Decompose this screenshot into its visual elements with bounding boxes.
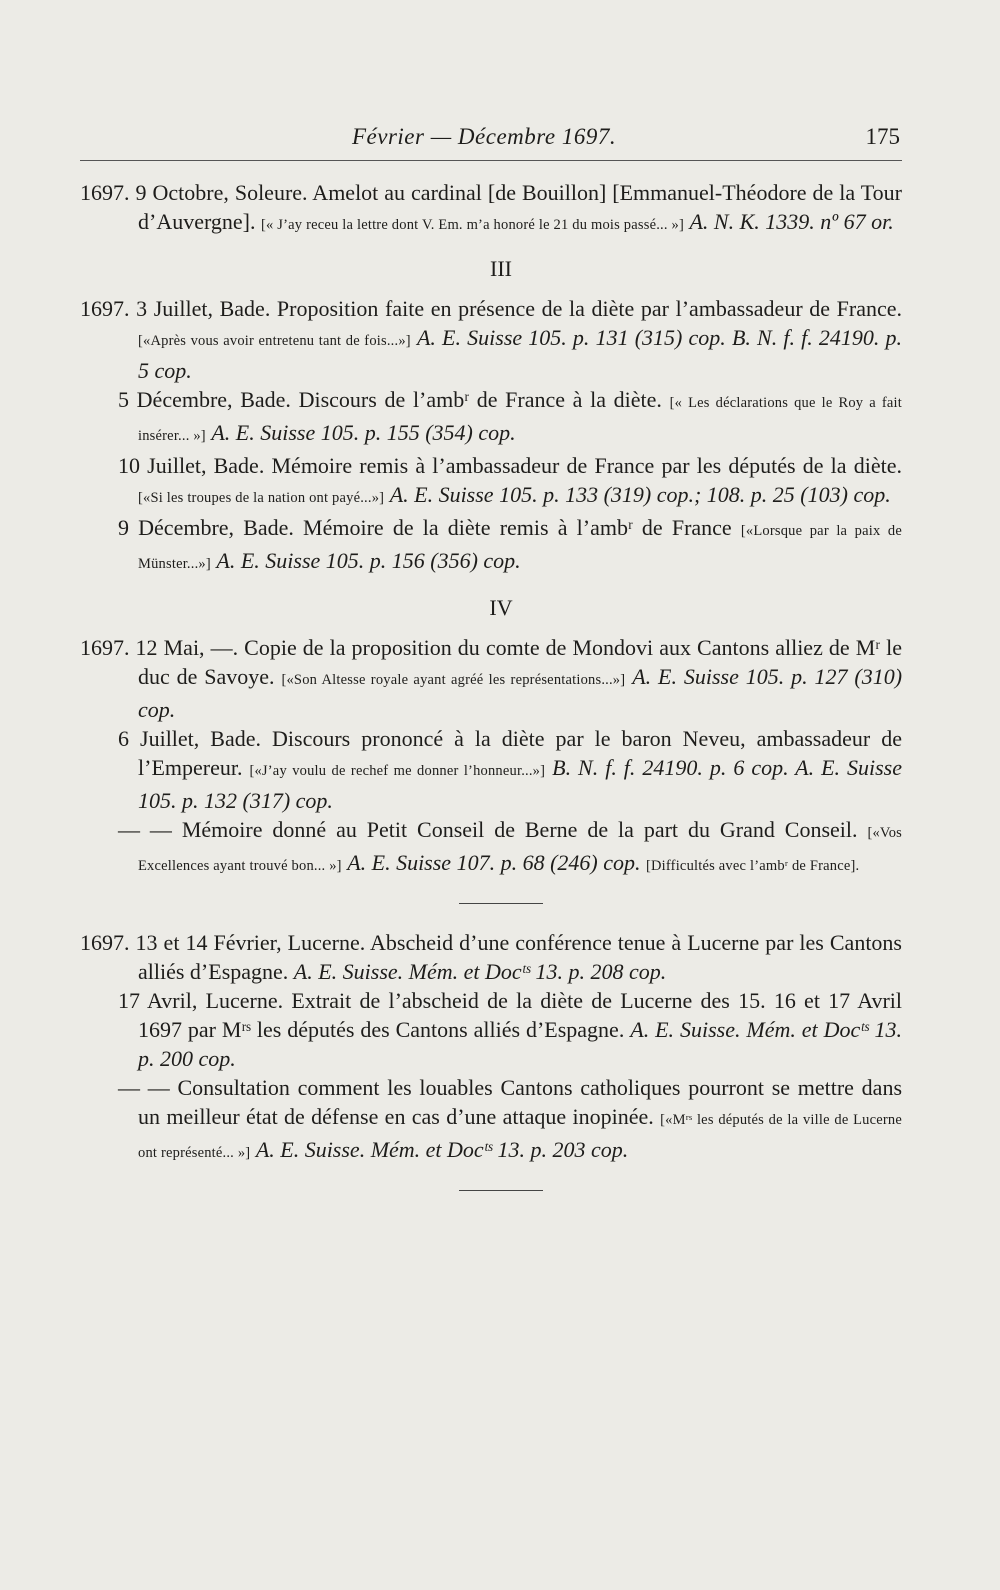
entry [80, 385, 902, 451]
entry-reference: A. E. Suisse 107. p. 68 (246) cop. [347, 850, 641, 875]
section-heading-iii: III [490, 256, 512, 281]
header-rule [80, 160, 902, 161]
running-head [340, 124, 900, 158]
entry [80, 815, 902, 881]
entry-quote: [«Son Altesse royale ayant agréé les représentations...»] [281, 672, 626, 688]
entry-quote: [«Lorsque par la paix de Münster...»] [138, 523, 903, 572]
entry-reference: A. E. Suisse 105. p. 131 (315) cop. B. N. f. f. 24190. p. 5 cop. [138, 325, 903, 383]
entry-reference: A. E. Suisse 105. p. 127 (310) cop. [138, 664, 903, 722]
entry-reference: A. N. K. 1339. nº 67 or. [689, 209, 894, 234]
entry-quote: [« J’ay receu la lettre dont V. Em. m’a honoré le 21 du mois passé... »] [261, 217, 684, 233]
entry-text: 1697. 9 Octobre, Soleure. Amelot au cardinal [de Bouillon] [Emmanuel-Théodore de la Tour d’Auvergne]. [80, 180, 902, 234]
section-separator [459, 903, 543, 904]
entry-reference: A. E. Suisse. Mém. et Docᵗˢ 13. p. 200 cop. [138, 1017, 902, 1071]
entry [80, 178, 902, 240]
entry-text: 9 Décembre, Bade. Mémoire de la diète remis à l’ambʳ de France [118, 515, 732, 540]
entry [80, 1073, 902, 1168]
entry-text: — — Mémoire donné au Petit Conseil de Berne de la part du Grand Conseil. [118, 817, 858, 842]
entry-reference: B. N. f. f. 24190. p. 6 cop. A. E. Suisse 105. p. 132 (317) cop. [138, 755, 903, 813]
entry-reference: A. E. Suisse. Mém. et Docᵗˢ 13. p. 208 cop. [293, 959, 667, 984]
entry-text: 1697. 12 Mai, —. Copie de la proposition du comte de Mondovi aux Cantons alliez de Mʳ le duc de Savoye. [80, 635, 902, 689]
entry-text: 6 Juillet, Bade. Discours prononcé à la diète par le baron Neveu, ambassadeur de l’Empereur. [118, 726, 902, 780]
entry-quote: [«Si les troupes de la nation ont payé...»] [138, 490, 385, 506]
entry-reference: A. E. Suisse 105. p. 133 (319) cop.; 108. p. 25 (103) cop. [389, 482, 891, 507]
entry-note: [Difficultés avec l’ambʳ de France]. [645, 858, 860, 874]
entry [80, 451, 902, 513]
entry-text: 1697. 3 Juillet, Bade. Proposition faite en présence de la diète par l’ambassadeur de France. [80, 296, 902, 321]
entry [80, 724, 902, 815]
entry-quote: [«Vos Excellences ayant trouvé bon... »] [138, 825, 903, 874]
entry-text: 5 Décembre, Bade. Discours de l’ambʳ de France à la diète. [118, 387, 662, 412]
entry-quote: [« Les déclarations que le Roy a fait insérer... »] [138, 395, 903, 444]
closing-separator [459, 1190, 543, 1191]
page-title: Février — Décembre 1697. [352, 124, 617, 149]
entry-quote: [«J’ay voulu de rechef me donner l’honneur...»] [249, 763, 546, 779]
page-number: 175 [865, 124, 900, 149]
entry-quote: [«Après vous avoir entretenu tant de fois...»] [138, 333, 411, 349]
section-heading-iv: IV [489, 595, 513, 620]
entry-text: 10 Juillet, Bade. Mémoire remis à l’ambassadeur de France par les députés de la diète. [118, 453, 902, 478]
entry-reference: A. E. Suisse 105. p. 155 (354) cop. [211, 420, 516, 445]
entry-text: 1697. 13 et 14 Février, Lucerne. Abscheid d’une conférence tenue à Lucerne par les Cantons alliés d’Espagne. [80, 930, 902, 984]
entry-text: 17 Avril, Lucerne. Extrait de l’abscheid de la diète de Lucerne des 15. 16 et 17 Avril 1697 par Mʳˢ les députés des Cantons alliés d’Espagne. [118, 988, 902, 1042]
entry [80, 928, 902, 986]
document-body [80, 178, 902, 1215]
entry-text: — — Consultation comment les louables Cantons catholiques pourront se mettre dans un meilleur état de défense en cas d’une attaque inopinée. [118, 1075, 902, 1129]
entry-reference: A. E. Suisse 105. p. 156 (356) cop. [216, 548, 521, 573]
entry [80, 513, 902, 579]
entry-quote: [«Mʳˢ les députés de la ville de Lucerne ont représenté... »] [138, 1112, 903, 1161]
entry [80, 633, 902, 724]
entry [80, 986, 902, 1073]
entry [80, 294, 902, 385]
entry-reference: A. E. Suisse. Mém. et Docᵗˢ 13. p. 203 cop. [255, 1137, 629, 1162]
